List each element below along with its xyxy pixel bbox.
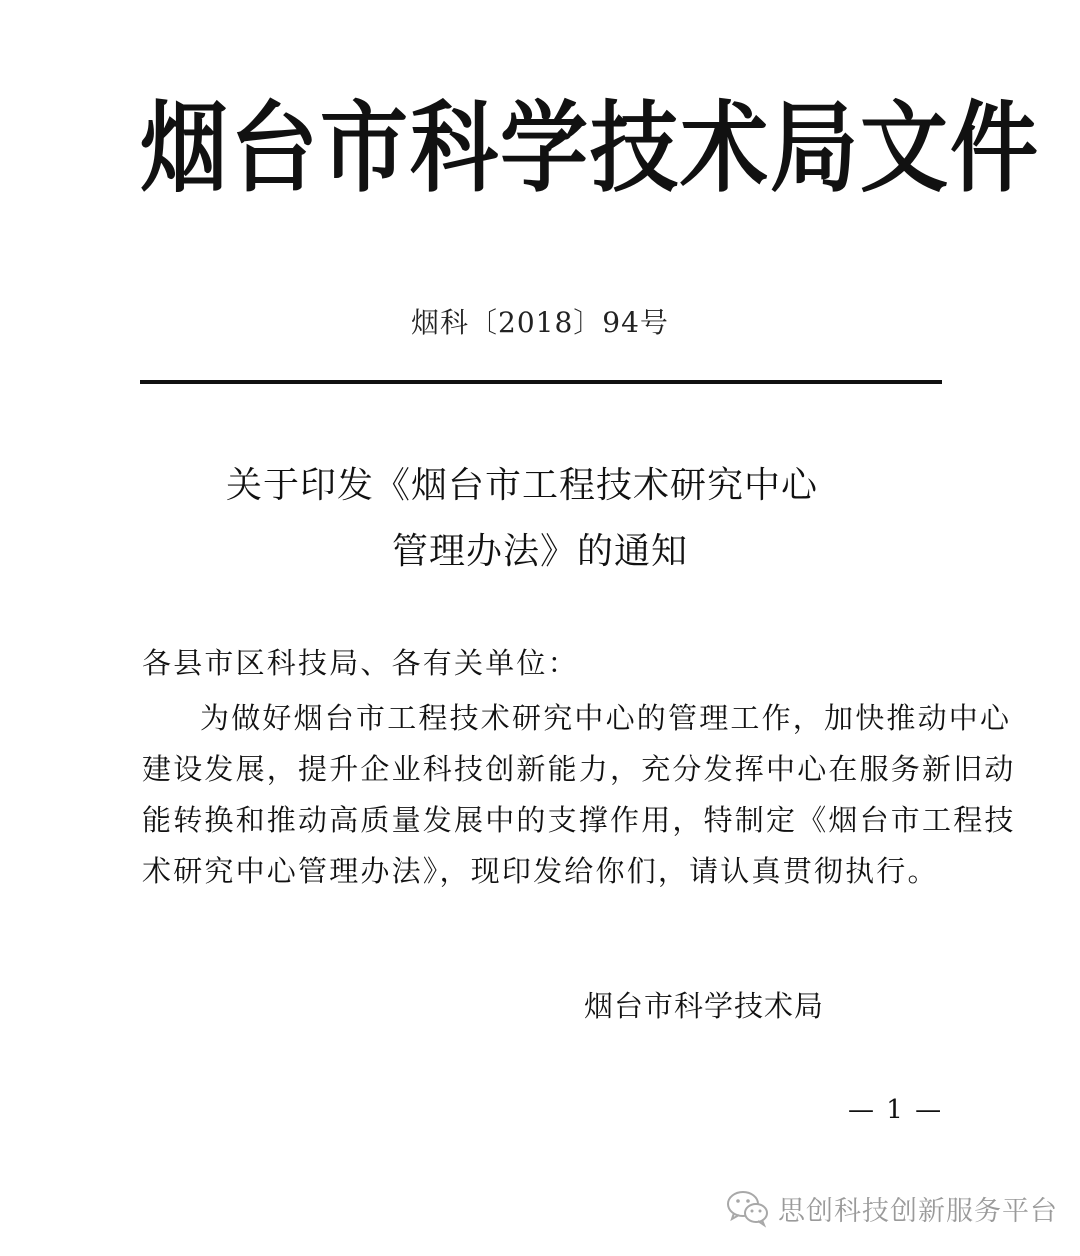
document-header: 烟台市科学技术局文件 — [140, 90, 1041, 206]
header-divider — [140, 380, 942, 384]
page-number: — 1 — — [848, 1095, 944, 1125]
notice-title-line-1: 关于印发《烟台市工程技术研究中心 — [225, 465, 818, 506]
body-line-2: 建设发展，提升企业科技创新能力，充分发挥中心在服务新旧动 — [142, 752, 1016, 786]
watermark — [726, 1184, 1058, 1232]
document-number: 烟科〔2018〕94号 — [411, 306, 669, 339]
body-line-4: 术研究中心管理办法》，现印发给你们，请认真贯彻执行。 — [142, 854, 939, 888]
salutation: 各县市区科技局、各有关单位： — [142, 646, 579, 680]
body-line-3: 能转换和推动高质量发展中的支撑作用，特制定《烟台市工程技 — [142, 803, 1016, 837]
body-line-1: 为做好烟台市工程技术研究中心的管理工作，加快推动中心 — [200, 701, 1012, 735]
notice-title-line-2: 管理办法》的通知 — [391, 531, 688, 572]
issuer-signature: 烟台市科学技术局 — [584, 989, 825, 1023]
wechat-icon — [726, 1188, 770, 1228]
watermark-text: 思创科技创新服务平台 — [778, 1195, 1058, 1227]
